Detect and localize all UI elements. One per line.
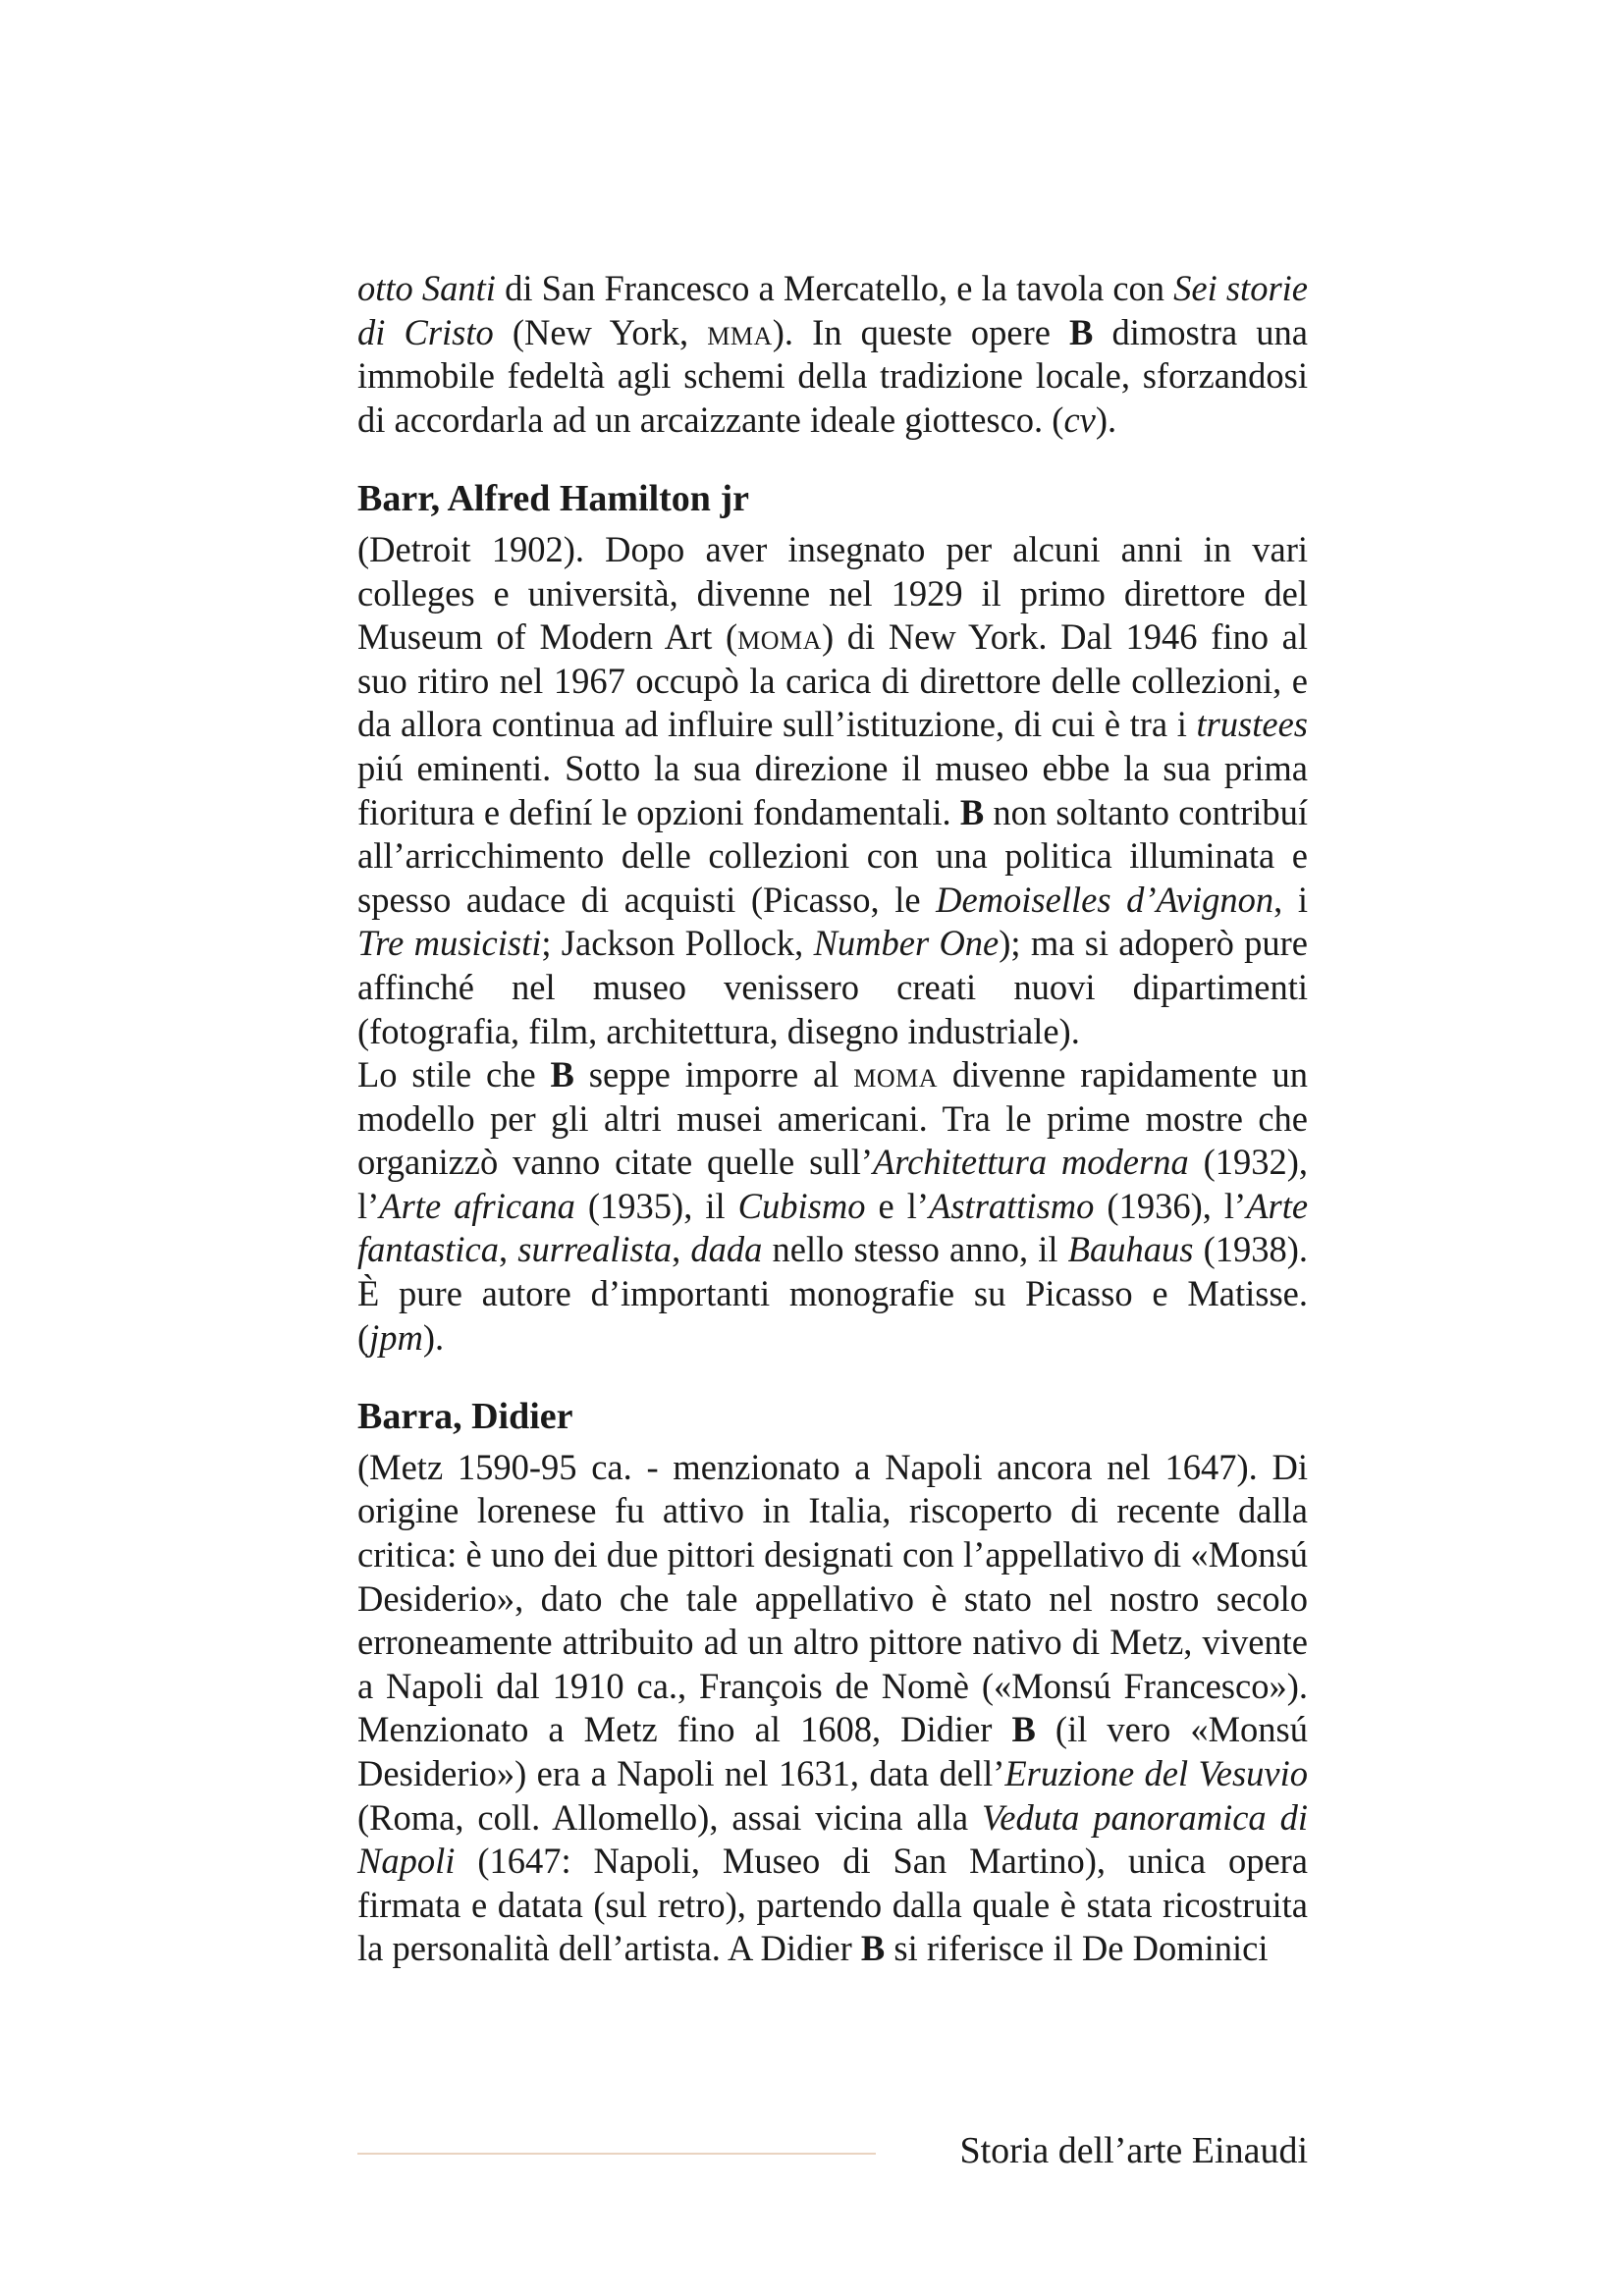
text-run: (Roma, coll. Allomello), assai vicina alla xyxy=(357,1796,982,1838)
footer-rule xyxy=(357,2153,876,2155)
text-run: (1936), l’ xyxy=(1094,1185,1247,1226)
exhibition-title: Arte africana xyxy=(379,1185,575,1226)
author-initials: jpm xyxy=(369,1316,423,1358)
continuation-paragraph xyxy=(357,267,1308,442)
entry-abbreviation: B xyxy=(550,1054,574,1095)
exhibition-title: Astrattismo xyxy=(929,1185,1095,1226)
artwork-title: Veduta panoramica di Napoli xyxy=(357,1796,1308,1882)
text-run: nello stesso anno, il xyxy=(762,1229,1068,1270)
footer-title: Storia dell’arte Einaudi xyxy=(959,2130,1308,2171)
author-initials: cv xyxy=(1063,399,1096,440)
exhibition-title: Cubismo xyxy=(737,1185,866,1226)
text-column xyxy=(357,267,1308,1971)
barr-paragraph-1 xyxy=(357,528,1308,1053)
artwork-title: Eruzione del Vesuvio xyxy=(1004,1753,1308,1793)
entry-abbreviation: B xyxy=(959,791,985,832)
entry-heading-barra: Barra, Didier xyxy=(357,1396,573,1438)
museum-abbreviation: moma xyxy=(737,616,822,658)
barr-paragraph-2 xyxy=(357,1053,1308,1360)
text-run: ) di New York. Dal 1946 fino al suo ritiro nel 1967 occupò la carica di direttore delle collezioni, e da allora continua ad influire sull’istituzione, di cui è tra i xyxy=(357,616,1308,745)
text-run: seppe imporre al xyxy=(573,1054,854,1095)
text-run: (1932), l’ xyxy=(357,1142,1309,1226)
exhibition-title: surrealista xyxy=(517,1229,673,1270)
entry-abbreviation: B xyxy=(1069,311,1094,352)
exhibition-title: Bauhaus xyxy=(1067,1229,1194,1270)
text-run: Lo stile che xyxy=(357,1054,551,1095)
exhibition-title: dada xyxy=(690,1229,763,1270)
barra-paragraph-1 xyxy=(357,1446,1308,1971)
text-run: di San Francesco a Mercatello, e la tavola con xyxy=(495,268,1174,308)
text-run: (il vero «Monsú Desiderio») era a Napoli nel 1631, data dell’ xyxy=(357,1709,1309,1793)
artwork-title: Sei storie di Cristo xyxy=(357,268,1308,352)
text-run: piú eminenti. Sotto la sua direzione il museo ebbe la sua prima fioritura e definí le opzioni fondamentali. xyxy=(357,747,1308,832)
artwork-title: otto Santi xyxy=(357,268,496,308)
text-run: ). xyxy=(1095,399,1117,440)
museum-abbreviation: mma xyxy=(707,311,773,352)
text-run: ). xyxy=(422,1316,445,1358)
text-run: (New York, xyxy=(493,311,708,352)
text-run: (1935), il xyxy=(574,1185,738,1226)
text-run: non soltanto contribuí all’arricchimento delle collezioni con una politica illuminata e spesso audace di acquisti (Picasso, le xyxy=(357,791,1309,920)
text-run: e l’ xyxy=(865,1185,930,1226)
entry-abbreviation: B xyxy=(860,1928,886,1969)
text-run: , xyxy=(672,1229,691,1270)
text-run: (1647: Napoli, Museo di San Martino), unica opera firmata e datata (sul retro), partendo dalla quale è stata ricostruita la personalità dell’artista. A Didier xyxy=(357,1841,1308,1969)
text-run: dimostra una immobile fedeltà agli schemi della tradizione locale, sforzandosi di accordarla ad un arcaizzante ideale giottesco. ( xyxy=(357,311,1308,440)
entry-heading-barr: Barr, Alfred Hamilton jr xyxy=(357,478,749,520)
artwork-title: Number One xyxy=(813,923,1000,964)
exhibition-title: Arte fantastica xyxy=(357,1185,1309,1270)
text-run: ). In queste opere xyxy=(772,311,1070,352)
italic-term: trustees xyxy=(1196,704,1308,745)
text-run: divenne rapidamente un modello per gli altri musei americani. Tra le prime mostre che organizzò vanno citate quelle sull’ xyxy=(357,1054,1309,1183)
artwork-title: Tre musicisti xyxy=(357,923,542,964)
text-run: (1938). È pure autore d’importanti monografie su Picasso e Matisse. ( xyxy=(357,1229,1309,1358)
text-run: , i xyxy=(1273,879,1308,920)
text-run: , xyxy=(498,1229,518,1270)
artwork-title: Demoiselles d’Avignon xyxy=(936,879,1274,920)
museum-abbreviation: moma xyxy=(853,1054,939,1095)
text-run: si riferisce il De Dominici xyxy=(885,1928,1269,1969)
text-run: ); ma si adoperò pure affinché nel museo venissero creati nuovi dipartimenti (fotografia, film, architettura, disegno industriale). xyxy=(357,923,1308,1051)
text-run: (Metz 1590-95 ca. - menzionato a Napoli ancora nel 1647). Di origine lorenese fu attivo in Italia, riscoperto di recente dalla critica: è uno dei due pittori designati con l’appellativo di «Monsú Desiderio», dato che tale appellativo è stato nel nostro secolo erroneamente attribuito ad un altro pittore nativo di Metz, vivente a Napoli dal 1910 ca., François de Nomè («Monsú Francesco»). Menzionato a Metz fino al 1608, Didier xyxy=(357,1446,1308,1750)
text-run: (Detroit 1902). Dopo aver insegnato per alcuni anni in vari colleges e università, divenne nel 1929 il primo direttore del Museum of Modern Art ( xyxy=(357,528,1308,658)
exhibition-title: Architettura moderna xyxy=(873,1142,1189,1183)
entry-abbreviation: B xyxy=(1011,1709,1036,1750)
text-run: ; Jackson Pollock, xyxy=(541,923,814,964)
